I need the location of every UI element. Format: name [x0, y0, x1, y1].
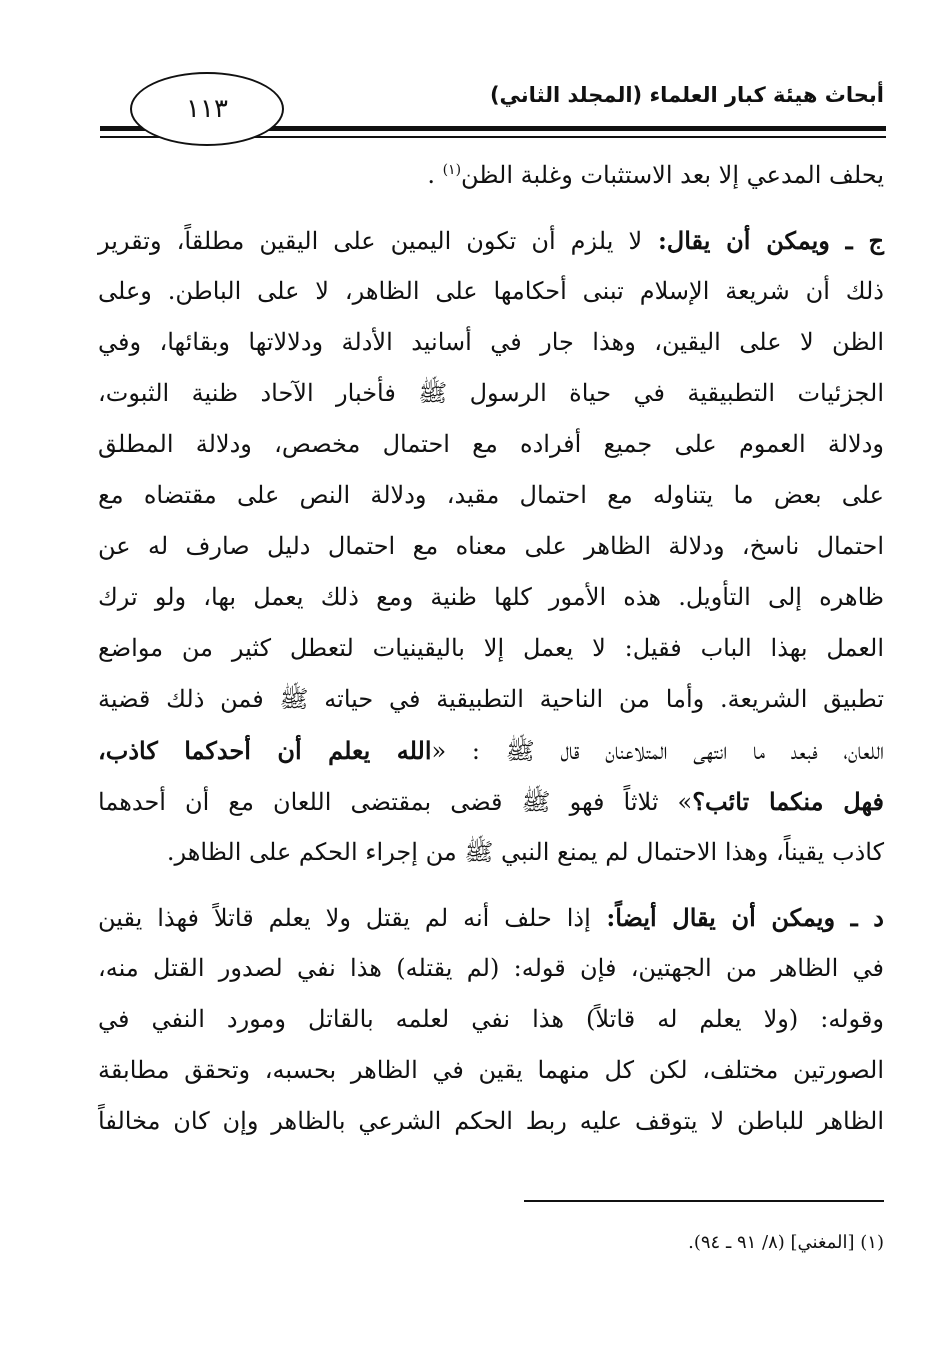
paragraph-2-line: العمل بهذا الباب فقيل: لا يعمل إلا باليقينيات لتعطل كثير من مواضع — [98, 634, 884, 662]
paragraph-3-line: الصورتين مختلف، لكن كل منهما يقين في الظاهر بحسبه، وتحقق مطابقة — [98, 1056, 884, 1084]
page-number-oval — [130, 72, 284, 146]
paragraph-2-line: ظاهره إلى التأويل. هذه الأمور كلها ظنية ومع ذلك يعمل بها، ولو ترك — [98, 583, 884, 611]
paragraph-3-line-1: د ـ ويمكن أن يقال أيضاً: إذا حلف أنه لم يقتل ولا يعلم قاتلاً فهذا يقين — [98, 903, 884, 932]
paragraph-2-line-1: ج ـ ويمكن أن يقال: لا يلزم أن تكون اليمين على اليقين مطلقاً، وتقرير — [98, 226, 884, 255]
paragraph-2-lead: ج ـ ويمكن أن يقال: — [642, 226, 884, 255]
running-header-title: أبحاث هيئة كبار العلماء (المجلد الثاني) — [489, 83, 884, 107]
footnote: (١) [المغني] (٨/ ٩١ ـ ٩٤). — [688, 1232, 884, 1253]
paragraph-2-line-13: كاذب يقيناً، وهذا الاحتمال لم يمنع النبي ﷺ من إجراء الحكم على الظاهر. — [166, 838, 884, 866]
paragraph-3-line: في الظاهر من الجهتين، فإن قوله: (لم يقتله) هذا نفي لصدور القتل منه، — [98, 954, 884, 982]
paragraph-3-line: الظاهر للباطن لا يتوقف عليه ربط الحكم الشرعي بالظاهر وإن كان مخالفاً — [98, 1107, 884, 1135]
paragraph-2-line-11: اللعان، فبعد ما انتهى المتلاعنان قال ﷺ : «الله يعلم أن أحدكما كاذب، — [98, 736, 884, 765]
paragraph-3-line: وقوله: (ولا يعلم له قاتلاً) هذا نفي لعلمه بالقاتل ومورد النفي في — [98, 1005, 884, 1033]
paragraph-2-line: الجزئيات التطبيقية في حياة الرسول ﷺ فأخبار الآحاد ظنية الثبوت، — [98, 379, 884, 407]
paragraph-1-line: يحلف المدعي إلا بعد الاستثبات وغلبة الظن$^{(١)}$ . — [427, 161, 884, 189]
paragraph-2-line: على بعض ما يتناوله مع احتمال مقيد، ودلالة النص على مقتضاه مع — [98, 481, 884, 509]
paragraph-2-line: الظن لا على اليقين، وهذا جار في أسانيد الأدلة ودلالاتها وبقائها، وفي — [98, 328, 884, 356]
paragraph-2-line: احتمال ناسخ، ودلالة الظاهر على معناه مع احتمال دليل صارف له عن — [98, 532, 884, 560]
paragraph-3-lead: د ـ ويمكن أن يقال أيضاً: — [590, 903, 884, 932]
footnote-marker: (١) — [442, 162, 462, 178]
paragraph-2-line: تطبيق الشريعة. وأما من الناحية التطبيقية في حياته ﷺ فمن ذلك قضية — [98, 685, 884, 713]
paragraph-2-line: ذلك أن شريعة الإسلام تبنى أحكامها على الظاهر، لا على الباطن. وعلى — [98, 277, 884, 305]
main-text — [98, 150, 884, 1147]
footnote-separator — [524, 1200, 884, 1202]
page-number: ١١٣ — [186, 94, 228, 124]
paragraph-2-line-12: فهل منكما تائب؟» ثلاثاً فهو ﷺ قضى بمقتضى اللعان مع أن أحدهما — [98, 787, 884, 816]
paragraph-2-line: ودلالة العموم على جميع أفراده مع احتمال مخصص، ودلالة المطلق — [98, 430, 884, 458]
hadith-quote-part-1: الله يعلم أن أحدكما كاذب، — [98, 736, 432, 765]
hadith-quote-part-2: فهل منكما تائب؟ — [692, 787, 884, 816]
